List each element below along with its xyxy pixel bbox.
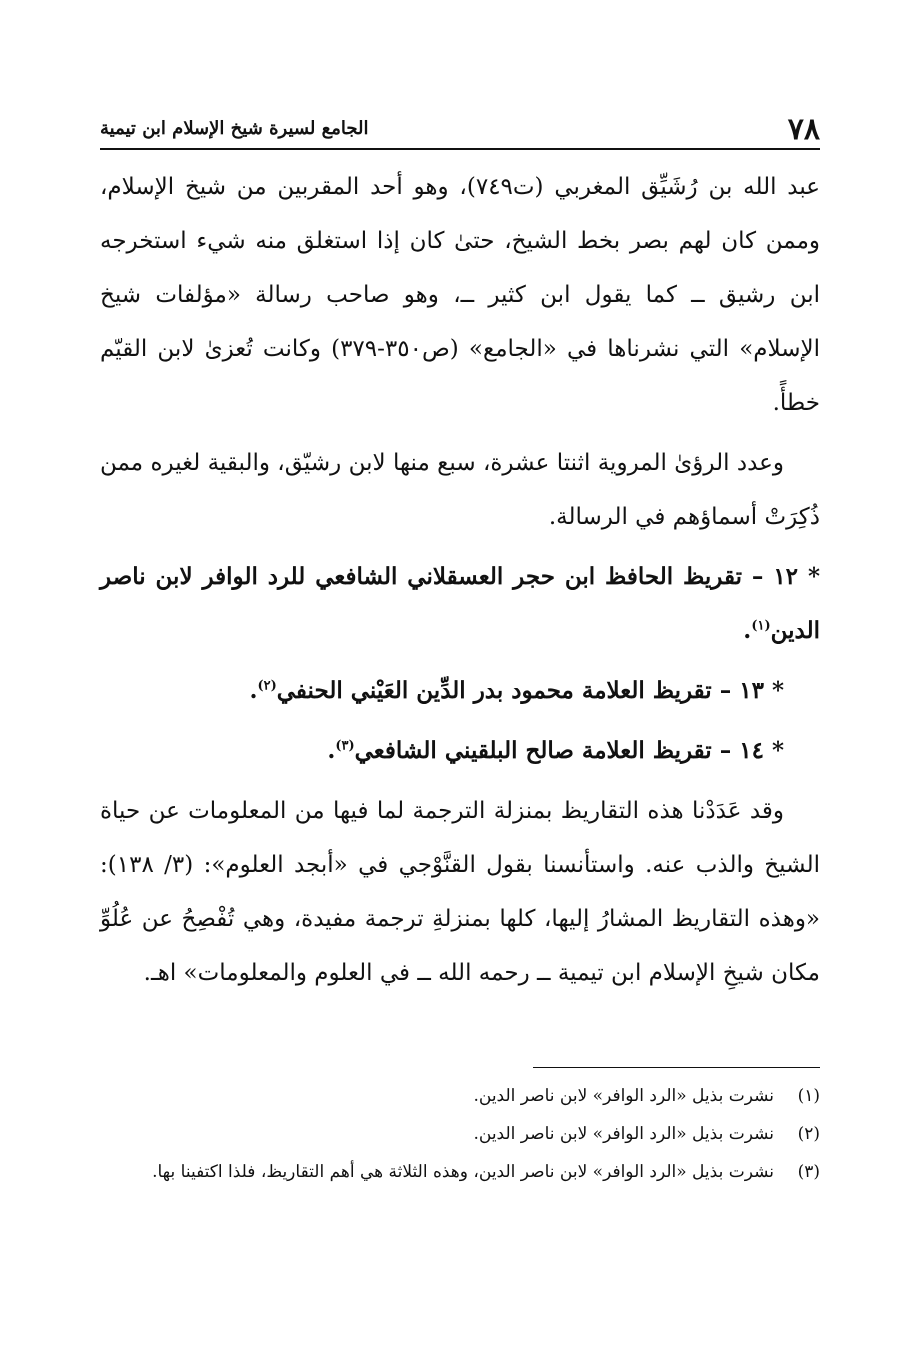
entry-text: * ١٣ – تقريظ العلامة محمود بدر الدِّين العَيْني الحنفي [276, 677, 784, 704]
footnote-text: نشرت بذيل «الرد الوافر» لابن ناصر الدين، وهذه الثلاثة هي أهم التقاريظ، فلذا اكتفينا بها. [152, 1162, 774, 1182]
footnote-ref: (٣) [335, 738, 355, 754]
footnote-ref: (١) [751, 618, 771, 634]
footnotes [100, 1078, 820, 1192]
footnote-number: (٢) [797, 1124, 820, 1144]
footnote-ref: (٢) [257, 678, 277, 694]
footnote-text: نشرت بذيل «الرد الوافر» لابن ناصر الدين. [473, 1124, 774, 1144]
page-number: ٧٨ [787, 112, 820, 147]
entry-13 [100, 664, 820, 718]
entry-12 [100, 550, 820, 658]
entry-text: * ١٢ – تقريظ الحافظ ابن حجر العسقلاني الشافعي للرد الوافر لابن ناصر الدين [100, 563, 820, 644]
page-header [100, 110, 820, 150]
footnote-number: (٣) [797, 1162, 820, 1182]
footnote-2 [100, 1116, 820, 1152]
paragraph-visions: وعدد الرؤىٰ المروية اثنتا عشرة، سبع منها لابن رشيّق، والبقية لغيره ممن ذُكِرَتْ أسماؤهم في الرسالة. [100, 450, 820, 530]
entry-end: . [249, 677, 258, 704]
footnote-1 [100, 1078, 820, 1114]
entry-14 [100, 724, 820, 778]
entry-end: . [327, 737, 336, 764]
entry-end: . [743, 617, 752, 644]
paragraph-taqariz: وقد عَدَدْنا هذه التقاريظ بمنزلة الترجمة لما فيها من المعلومات عن حياة الشيخ والذب عنه. واستأنسنا بقول القنَّوْجي في «أبجد العلوم»: (٣/ ١٣٨): «وهذه التقاريظ المشارُ إليها، كلها بمنزلةِ ترجمة مفيدة، وهي تُفْصِحُ عن عُلُوِّ مكان شيخِ الإسلام ابن تيمية ــ رحمه الله ــ في العلوم والمعلومات» اهـ. [100, 798, 820, 986]
footnote-rule [533, 1067, 820, 1068]
footnote-text: نشرت بذيل «الرد الوافر» لابن ناصر الدين. [473, 1086, 774, 1106]
footnote-number: (١) [797, 1086, 820, 1106]
header-rule [100, 148, 820, 150]
paragraph-continuation: عبد الله بن رُشَيِّق المغربي (ت٧٤٩)، وهو أحد المقربين من شيخ الإسلام، وممن كان لهم بصر بخط الشيخ، حتىٰ كان إذا استغلق منه شيء استخرجه ابن رشيق ــ كما يقول ابن كثير ــ، وهو صاحب رسالة «مؤلفات شيخ الإسلام» التي نشرناها في «الجامع» (ص٣٥٠-٣٧٩) وكانت تُعزىٰ لابن القيّم خطأً. [100, 174, 821, 416]
footnote-3 [100, 1154, 820, 1190]
entry-text: * ١٤ – تقريظ العلامة صالح البلقيني الشافعي [354, 737, 784, 764]
running-title: الجامع لسيرة شيخ الإسلام ابن تيمية [100, 118, 369, 139]
main-text [100, 160, 820, 1000]
